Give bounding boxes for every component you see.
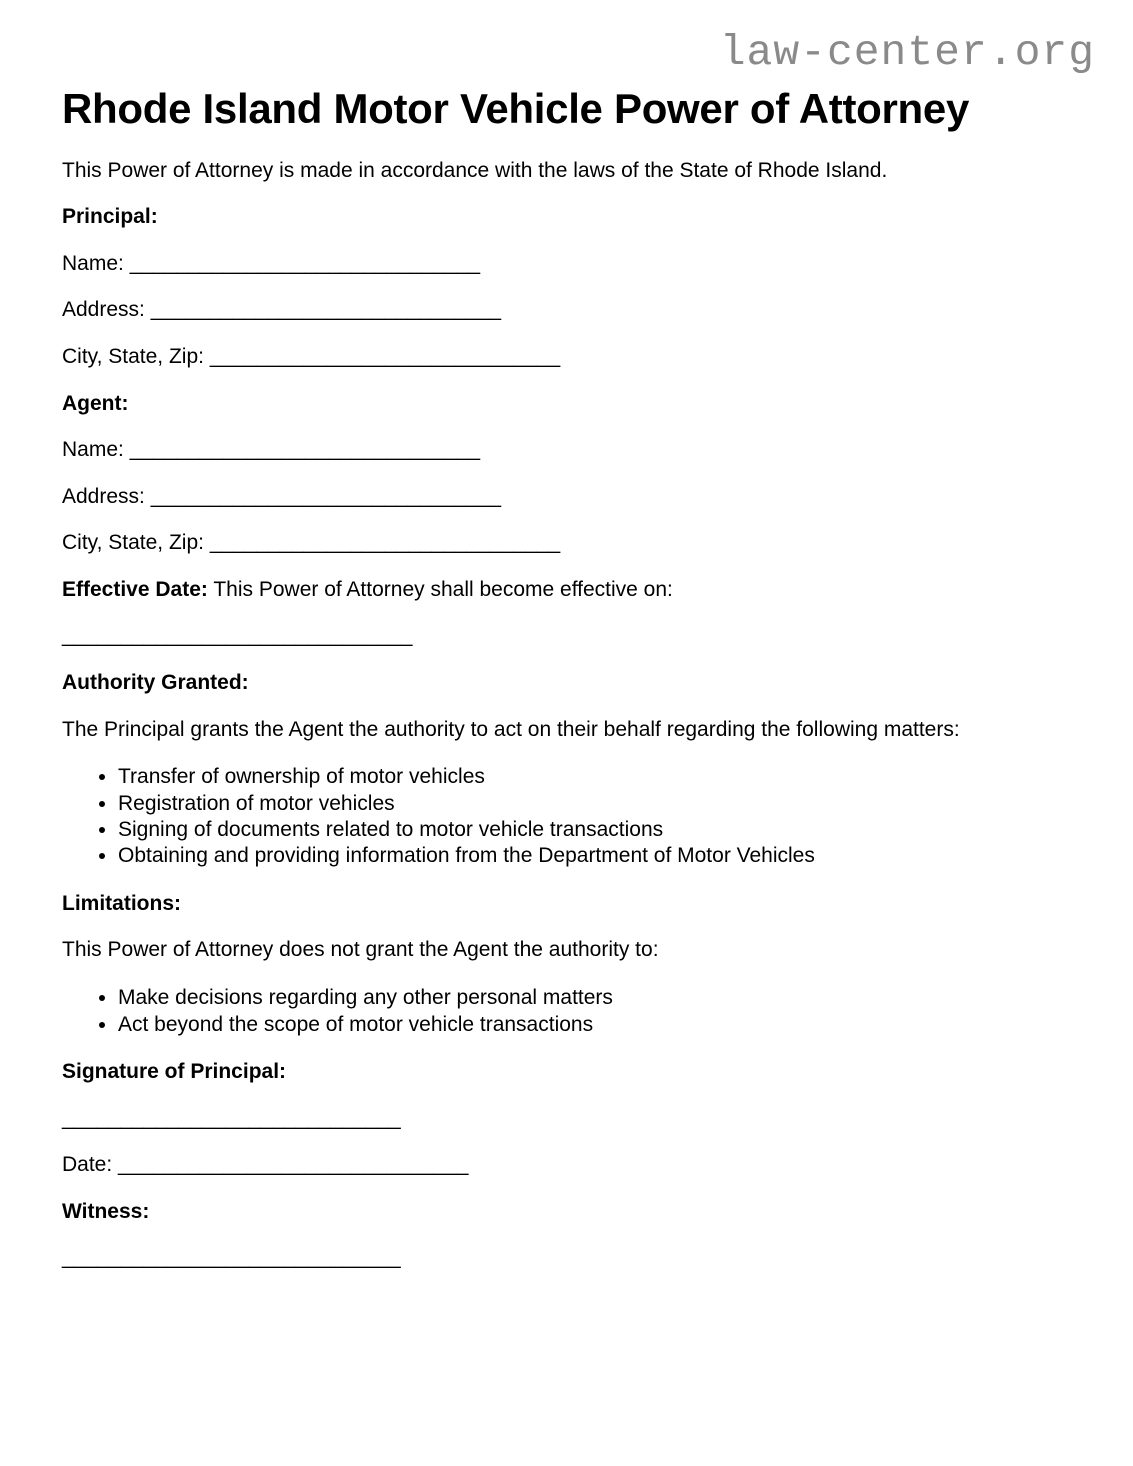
authority-granted-intro: The Principal grants the Agent the authority to act on their behalf regarding the following matters: [62,717,960,741]
authority-item: • Registration of motor vehicles [118,791,1095,817]
document-title: Rhode Island Motor Vehicle Power of Attorney [62,85,970,133]
principal-name-label: Name: [62,251,124,275]
signature-heading: Signature of Principal: [62,1059,287,1083]
principal-citystatezip-blank: ______________________________ [209,345,561,369]
signature-blank: _____________________________ [62,1106,401,1130]
effective-date-blank: ______________________________ [62,624,413,648]
agent-citystatezip-label: City, State, Zip: [62,531,204,555]
authority-granted-heading: Authority Granted: [62,670,249,694]
agent-name-label: Name: [62,438,124,462]
authority-granted-list [62,764,1095,870]
intro-paragraph: This Power of Attorney is made in accordance with the laws of the State of Rhode Island. [62,158,888,182]
signature-blank-row [62,1107,1095,1132]
principal-heading: Principal: [62,205,158,229]
authority-item: • Signing of documents related to motor vehicle transactions [118,817,1095,843]
effective-date-text: This Power of Attorney shall become effective on: [213,577,673,601]
effective-date-blank-row [62,624,1095,649]
agent-citystatezip-row [62,531,1095,556]
effective-date-label: Effective Date: [62,577,208,601]
agent-citystatezip-blank: ______________________________ [209,531,561,555]
principal-name-blank: ______________________________ [129,251,481,275]
principal-address-label: Address: [62,298,145,322]
limitations-list [62,985,1095,1038]
agent-heading: Agent: [62,391,129,415]
date-row [62,1153,1095,1178]
limitations-heading: Limitations: [62,891,181,915]
principal-name-row [62,252,1095,277]
date-blank: ______________________________ [118,1153,469,1177]
principal-address-row [62,298,1095,323]
limitation-item: • Act beyond the scope of motor vehicle transactions [118,1012,1095,1038]
principal-citystatezip-row [62,345,1095,370]
agent-address-label: Address: [62,484,145,508]
principal-address-blank: ______________________________ [150,298,502,322]
principal-citystatezip-label: City, State, Zip: [62,345,204,369]
date-label: Date: [62,1153,113,1177]
site-watermark: law-center.org [719,28,1095,77]
agent-name-blank: ______________________________ [129,438,481,462]
agent-address-blank: ______________________________ [150,484,502,508]
limitations-intro: This Power of Attorney does not grant the Agent the authority to: [62,938,659,962]
authority-item: • Obtaining and providing information from the Department of Motor Vehicles [118,843,1095,869]
witness-blank: _____________________________ [62,1246,401,1270]
witness-heading: Witness: [62,1199,150,1223]
authority-item: • Transfer of ownership of motor vehicles [118,764,1095,790]
limitation-item: • Make decisions regarding any other personal matters [118,985,1095,1011]
agent-address-row [62,485,1095,510]
agent-name-row [62,438,1095,463]
effective-date-row [62,578,1095,603]
witness-blank-row [62,1246,1095,1271]
